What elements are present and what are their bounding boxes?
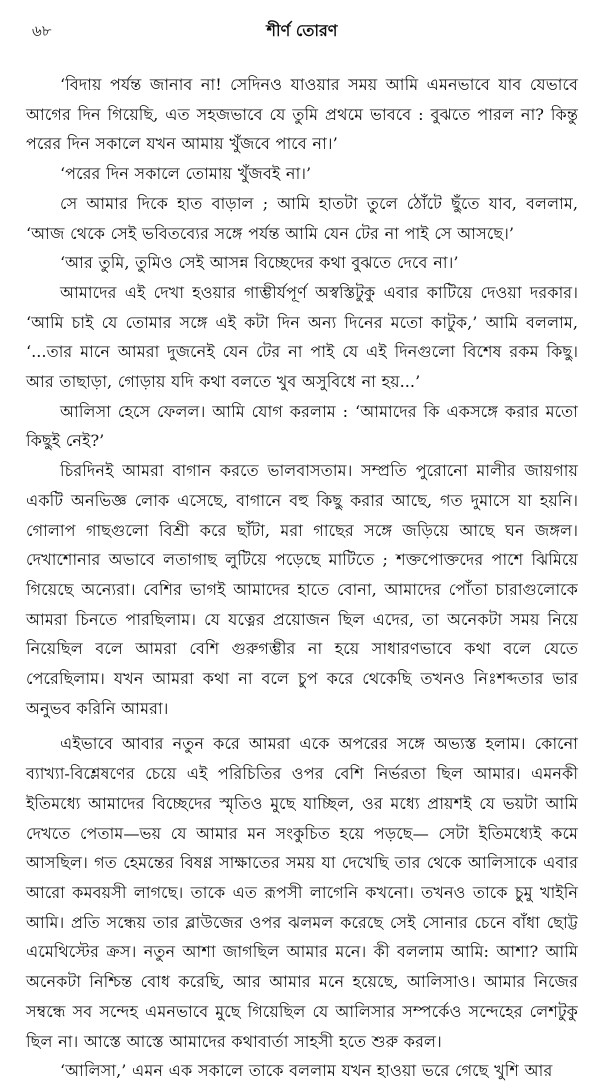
paragraph-6: আলিসা হেসে ফেলল। আমি যোগ করলাম : ‘আমাদের কি একসঙ্গে করার মতো কিছুই নেই?’	[26, 401, 578, 451]
running-title: শীর্ণ তোরণ	[266, 21, 338, 40]
paragraph-5: আমাদের এই দেখা হওয়ার গাম্ভীর্যপূর্ণ অস্বস্তিটুকু এবার কাটিয়ে দেওয়া দরকার। ‘আমি চাই যে তোমার সঙ্গে এই কটা দিন অন্য দিনের মতো কাটুক,’ আমি বললাম, ‘...তার মানে আমরা দুজনেই যেন টের না পাই যে এই দিনগুলো বিশেষ রকম কিছু। আর তাছাড়া, গোড়ায় যদি কথা বলতে খুব অসুবিধে না হয়...’	[26, 282, 578, 392]
page-header	[26, 14, 578, 50]
paragraph-2: ‘পরের দিন সকালে তোমায় খুঁজবই না।’	[60, 164, 312, 184]
body-text	[26, 70, 578, 1086]
paragraph-4: ‘আর তুমি, তুমিও সেই আসন্ন বিচ্ছেদের কথা বুঝতে দেবে না।’	[60, 253, 459, 273]
page-number: ৬৮	[32, 22, 52, 40]
paragraph-3: সে আমার দিকে হাত বাড়াল ; আমি হাতটা তুলে ঠোঁটে ছুঁতে যাব, বললাম, ‘আজ থেকে সেই ভবিতব্যের সঙ্গে পর্যন্ত আমি যেন টের না পাই সে আসছে।’	[26, 193, 578, 243]
paragraph-1: ‘বিদায় পর্যন্ত জানাব না! সেদিনও যাওয়ার সময় আমি এমনভাবে যাব যেভাবে আগের দিন গিয়েছি, এত সহজভাবে যে তুমি প্রথমে ভাববে : বুঝতে পারল না? কিন্তু পরের দিন সকালে যখন আমায় খুঁজবে পাবে না।’	[26, 75, 578, 154]
paragraph-7: চিরদিনই আমরা বাগান করতে ভালবাসতাম। সম্প্রতি পুরোনো মালীর জায়গায় একটি অনভিজ্ঞ লোক এসেছে, বাগানে বহু কিছু করার আছে, গত দুমাসে যা হয়নি। গোলাপ গাছগুলো বিশ্রী করে ছাঁটা, মরা গাছের সঙ্গে জড়িয়ে আছে ঘন জঙ্গল। দেখাশোনার অভাবে লতাগাছ লুটিয়ে পড়েছে মাটিতে ; শক্তপোক্তদের পাশে ঝিমিয়ে গিয়েছে অন্যেরা। বেশির ভাগই আমাদের হাতে বোনা, আমাদের পোঁতা চারাগুলোকে আমরা চিনতে পারছিলাম। যে যত্নের প্রয়োজন ছিল এদের, তা অনেকটা সময় নিয়ে নিয়েছিল বলে আমরা বেশি গুরুগম্ভীর না হয়ে সাধারণভাবে কথা বলে যেতে পেরেছিলাম। যখন আমরা কথা না বলে চুপ করে থেকেছি তখনও নিঃশব্দতার ভার অনুভব করিনি আমরা।	[26, 461, 578, 718]
paragraph-9: ‘আলিসা,’ এমন এক সকালে তাকে বললাম যখন হাওয়া ভরে গেছে খুশি আর	[60, 1061, 553, 1081]
paragraph-8: এইভাবে আবার নতুন করে আমরা একে অপরের সঙ্গে অভ্যস্ত হলাম। কোনো ব্যাখ্যা-বিশ্লেষণের চেয়ে এই পরিচিতির ওপর বেশি নির্ভরতা ছিল আমার। এমনকী ইতিমধ্যে আমাদের বিচ্ছেদের স্মৃতিও মুছে যাচ্ছিল, ওর মধ্যে প্রায়শই যে ভয়টা আমি দেখতে পেতাম—ভয় যে আমার মন সংকুচিত হয়ে পড়ছে— সেটা ইতিমধ্যেই কমে আসছিল। গত হেমন্তের বিষণ্ণ সাক্ষাতের সময় যা দেখেছি তার থেকে আলিসাকে এবার আরো কমবয়সী লাগছে। তাকে এত রূপসী লাগেনি কখনো। তখনও তাকে চুমু খাইনি আমি। প্রতি সন্ধেয় তার ব্লাউজের ওপর ঝলমল করেছে সেই সোনার চেনে বাঁধা ছোট্ট এমেথিস্টের ক্রস। নতুন আশা জাগছিল আমার মনে। কী বললাম আমি: আশা? আমি অনেকটা নিশ্চিন্ত বোধ করেছি, আর আমার মনে হয়েছে, আলিসাও। আমার নিজের সম্বন্ধে সব সন্দেহ এমনভাবে মুছে গিয়েছিল যে আলিসার সম্পর্কেও সন্দেহের লেশটুকু ছিল না। আস্তে আস্তে আমাদের কথাবার্তা সাহসী হতে শুরু করল।	[26, 734, 578, 1051]
